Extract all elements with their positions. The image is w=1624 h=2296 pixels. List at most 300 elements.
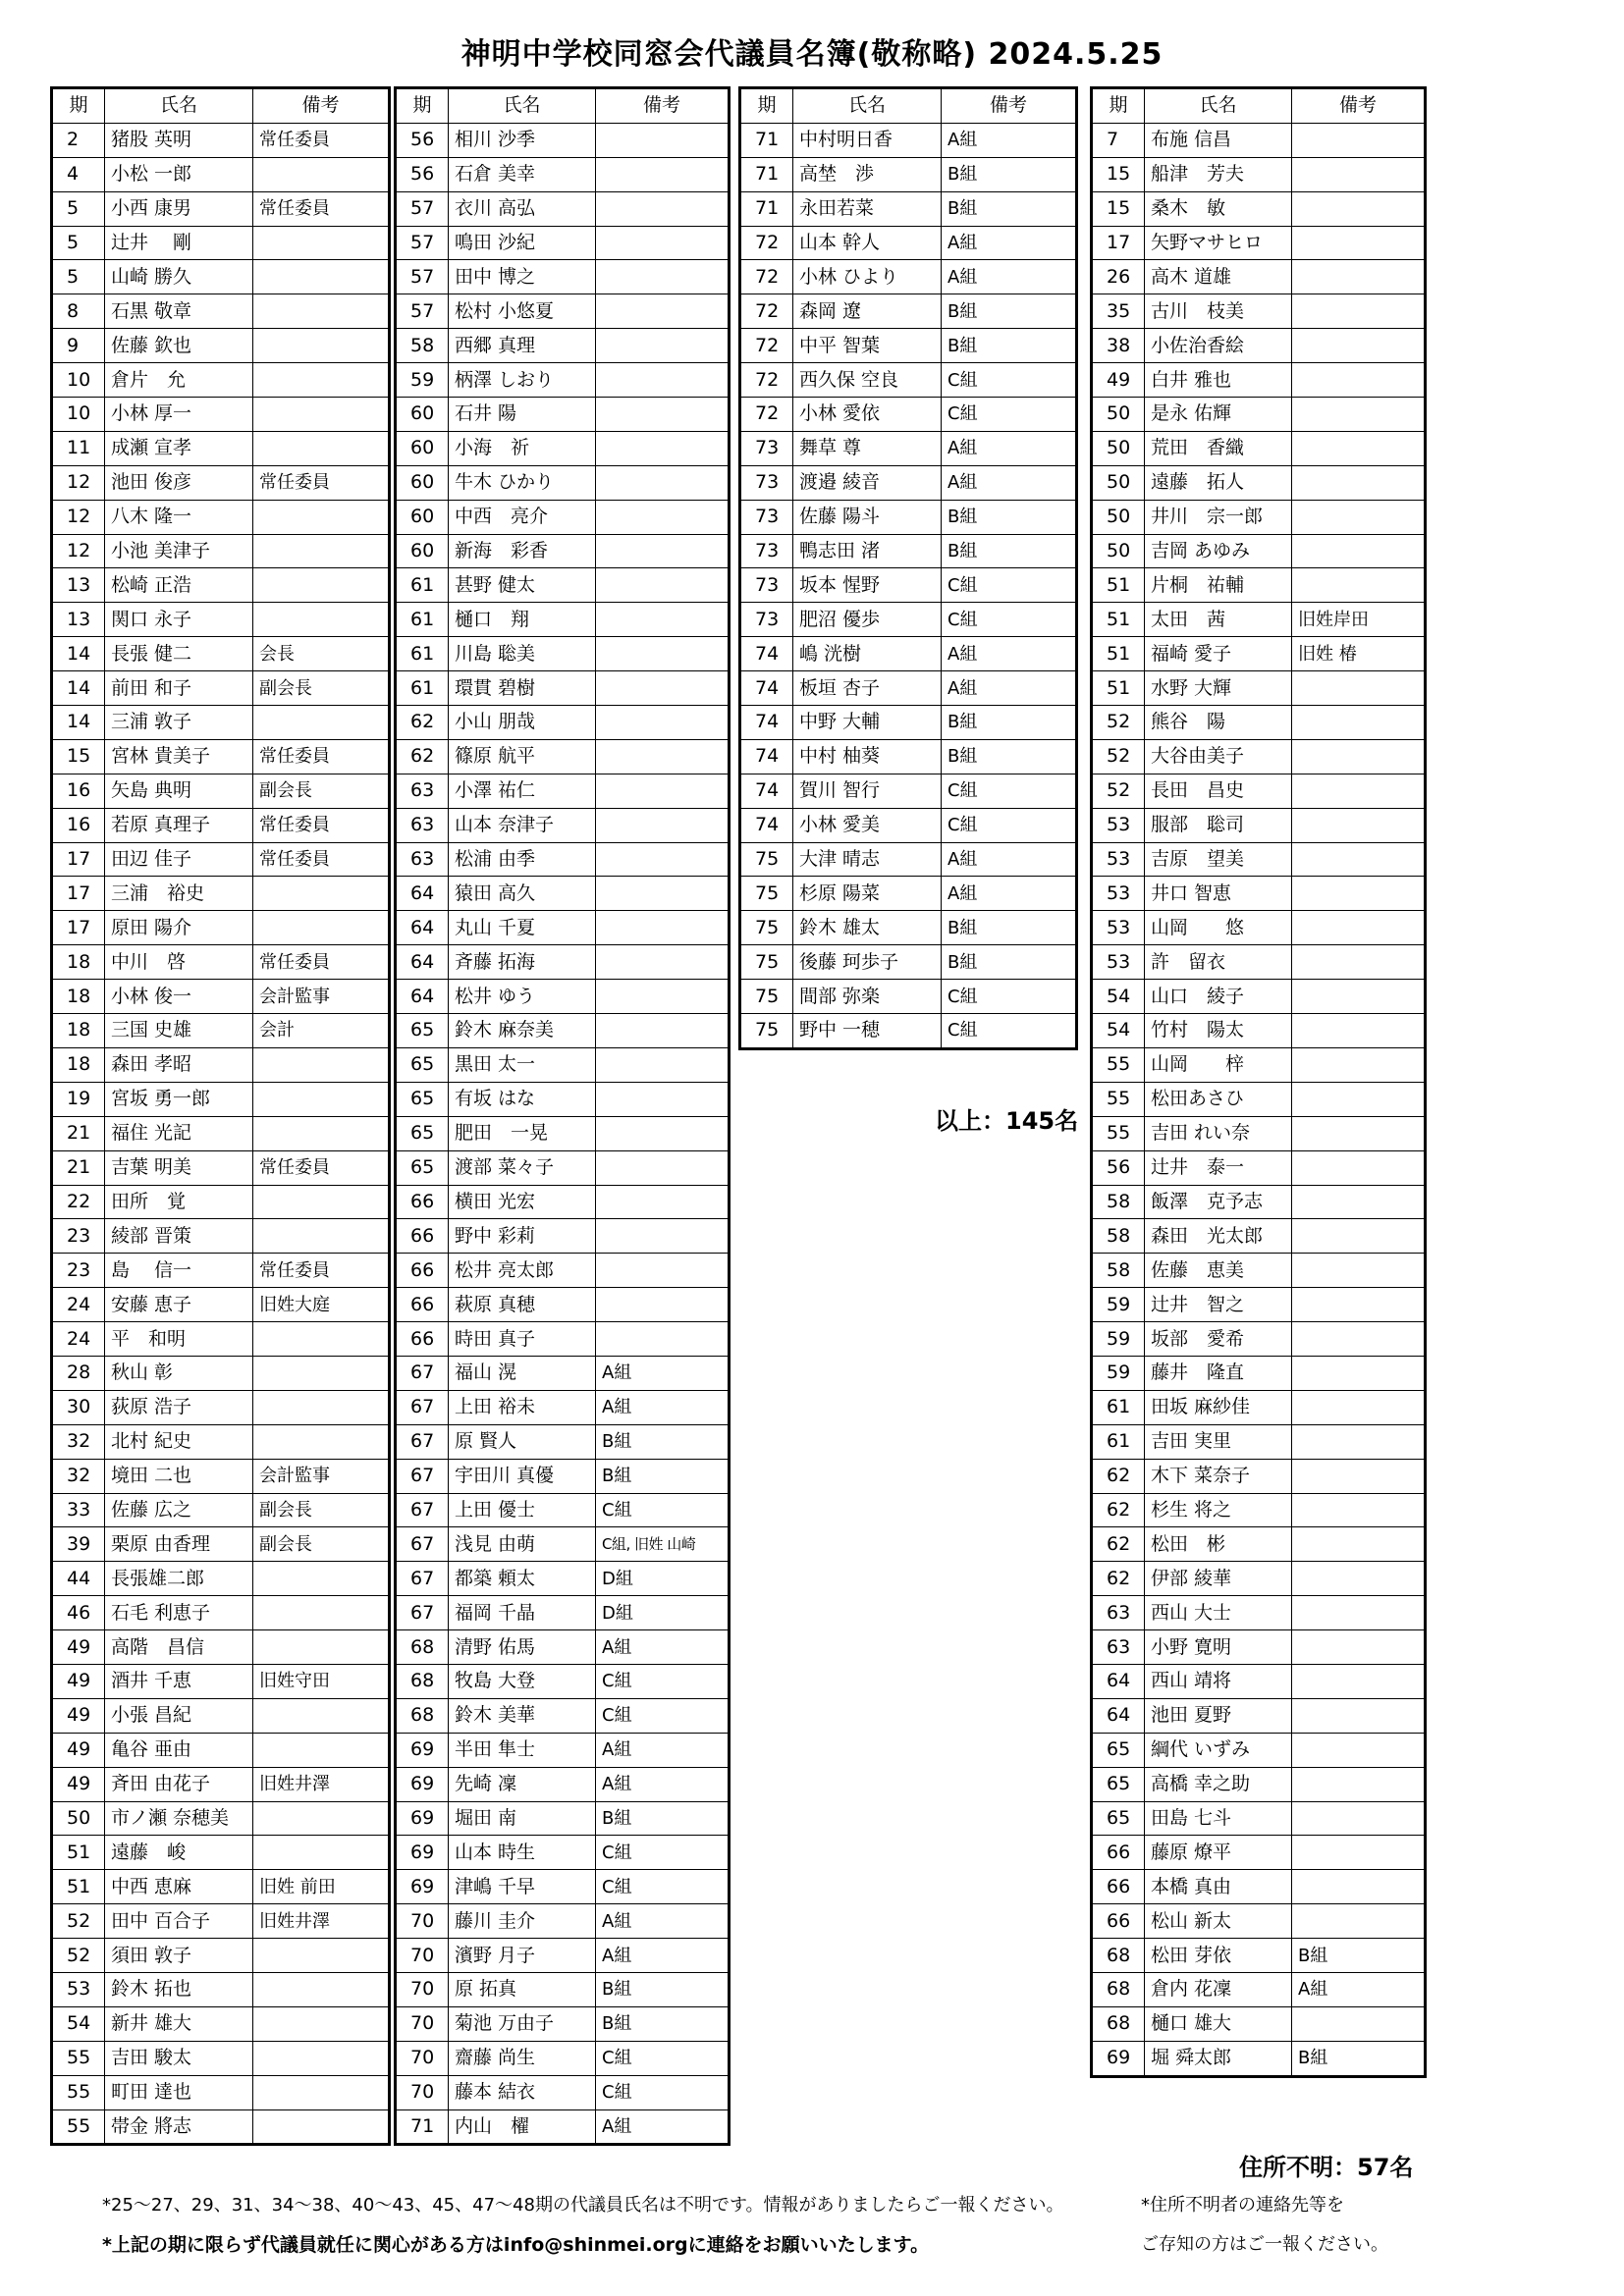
table-row xyxy=(396,1596,730,1630)
cell-biko: 旧姓岸田 xyxy=(1292,603,1426,637)
cell-ki: 54 xyxy=(52,2006,105,2041)
cell-name: 松田 芽依 xyxy=(1145,1939,1292,1973)
table-row xyxy=(52,1493,390,1527)
cell-biko xyxy=(596,123,730,157)
cell-ki: 62 xyxy=(1092,1459,1145,1493)
cell-name: 福住 光記 xyxy=(105,1116,253,1150)
table-row xyxy=(396,398,730,432)
cell-biko xyxy=(596,1254,730,1288)
cell-name: 境田 二也 xyxy=(105,1459,253,1493)
cell-biko xyxy=(253,1596,390,1630)
cell-ki: 61 xyxy=(396,637,449,671)
table-row xyxy=(52,1972,390,2006)
cell-ki: 63 xyxy=(396,808,449,842)
cell-ki: 7 xyxy=(1092,123,1145,157)
cell-name: 坂本 惺野 xyxy=(793,568,942,603)
cell-biko: A組 xyxy=(596,1630,730,1665)
cell-biko xyxy=(1292,1801,1426,1836)
cell-ki: 61 xyxy=(396,568,449,603)
cell-biko xyxy=(1292,1562,1426,1596)
table-row xyxy=(1092,534,1426,568)
cell-biko: B組 xyxy=(942,739,1077,774)
cell-biko: A組 xyxy=(942,671,1077,706)
cell-name: 高階 昌信 xyxy=(105,1630,253,1665)
cell-biko xyxy=(253,500,390,534)
cell-ki: 4 xyxy=(52,157,105,191)
table-row xyxy=(52,1767,390,1801)
cell-biko: 旧姓守田 xyxy=(253,1664,390,1698)
table-row xyxy=(396,2075,730,2109)
cell-biko xyxy=(1292,157,1426,191)
cell-biko: 旧姓井澤 xyxy=(253,1767,390,1801)
table-row xyxy=(396,1219,730,1254)
table-row xyxy=(1092,1219,1426,1254)
table-row xyxy=(740,500,1077,534)
cell-name: 上田 裕未 xyxy=(449,1390,596,1424)
cell-name: 三浦 裕史 xyxy=(105,877,253,911)
cell-biko xyxy=(1292,1527,1426,1562)
cell-name: 池田 俊彦 xyxy=(105,465,253,500)
table-row xyxy=(1092,157,1426,191)
cell-biko: B組 xyxy=(596,2006,730,2041)
table-row xyxy=(396,123,730,157)
cell-ki: 16 xyxy=(52,774,105,808)
cell-ki: 53 xyxy=(1092,945,1145,980)
cell-ki: 5 xyxy=(52,260,105,294)
table-row xyxy=(396,1836,730,1870)
header-biko: 備考 xyxy=(596,88,730,124)
cell-biko xyxy=(253,1219,390,1254)
cell-ki: 10 xyxy=(52,363,105,398)
cell-biko xyxy=(1292,123,1426,157)
table-row xyxy=(740,980,1077,1014)
cell-name: 松井 亮太郎 xyxy=(449,1254,596,1288)
cell-ki: 53 xyxy=(1092,808,1145,842)
cell-biko: 副会長 xyxy=(253,774,390,808)
cell-ki: 21 xyxy=(52,1116,105,1150)
table-row xyxy=(52,603,390,637)
cell-name: 辻井 泰一 xyxy=(1145,1150,1292,1185)
cell-biko xyxy=(253,329,390,363)
roster-table-2 xyxy=(394,86,731,2146)
table-row xyxy=(1092,1254,1426,1288)
cell-biko xyxy=(596,739,730,774)
cell-biko xyxy=(1292,568,1426,603)
cell-biko xyxy=(253,603,390,637)
cell-name: 長田 昌史 xyxy=(1145,774,1292,808)
cell-ki: 38 xyxy=(1092,329,1145,363)
cell-name: 篠原 航平 xyxy=(449,739,596,774)
cell-biko xyxy=(596,294,730,329)
cell-ki: 63 xyxy=(396,842,449,877)
cell-biko xyxy=(1292,1664,1426,1698)
cell-biko xyxy=(596,1116,730,1150)
cell-ki: 60 xyxy=(396,398,449,432)
cell-name: 堀 舜太郎 xyxy=(1145,2041,1292,2076)
header-name: 氏名 xyxy=(1145,88,1292,124)
cell-name: 平 和明 xyxy=(105,1322,253,1357)
cell-name: 後藤 珂歩子 xyxy=(793,945,942,980)
cell-ki: 50 xyxy=(1092,534,1145,568)
cell-biko xyxy=(596,1082,730,1116)
table-row xyxy=(52,1254,390,1288)
table-row xyxy=(396,980,730,1014)
cell-name: 藤本 結衣 xyxy=(449,2075,596,2109)
cell-biko: C組 xyxy=(942,808,1077,842)
cell-name: 井口 智恵 xyxy=(1145,877,1292,911)
cell-biko xyxy=(596,191,730,226)
cell-biko xyxy=(1292,1014,1426,1048)
cell-name: 松井 ゆう xyxy=(449,980,596,1014)
cell-biko xyxy=(1292,1459,1426,1493)
cell-ki: 49 xyxy=(52,1767,105,1801)
cell-name: 水野 大輝 xyxy=(1145,671,1292,706)
table-row xyxy=(396,911,730,945)
table-row xyxy=(740,911,1077,945)
cell-name: 柄澤 しおり xyxy=(449,363,596,398)
cell-ki: 18 xyxy=(52,980,105,1014)
table-row xyxy=(1092,842,1426,877)
cell-ki: 57 xyxy=(396,260,449,294)
table-row xyxy=(396,1254,730,1288)
cell-name: 吉葉 明美 xyxy=(105,1150,253,1185)
cell-ki: 13 xyxy=(52,603,105,637)
cell-biko xyxy=(1292,534,1426,568)
cell-name: 鈴木 拓也 xyxy=(105,1972,253,2006)
cell-name: 森田 光太郎 xyxy=(1145,1219,1292,1254)
cell-ki: 70 xyxy=(396,2075,449,2109)
table-row xyxy=(1092,774,1426,808)
table-header-row xyxy=(1092,88,1426,124)
cell-biko: 副会長 xyxy=(253,1493,390,1527)
cell-biko: A組 xyxy=(942,842,1077,877)
table-row xyxy=(1092,1459,1426,1493)
cell-biko: 旧姓井澤 xyxy=(253,1904,390,1939)
cell-ki: 12 xyxy=(52,500,105,534)
table-row xyxy=(52,1150,390,1185)
cell-name: 菊池 万由子 xyxy=(449,2006,596,2041)
cell-ki: 67 xyxy=(396,1493,449,1527)
table-row xyxy=(740,671,1077,706)
cell-ki: 51 xyxy=(52,1836,105,1870)
cell-name: 田所 覚 xyxy=(105,1185,253,1219)
cell-ki: 66 xyxy=(396,1219,449,1254)
cell-biko xyxy=(253,1733,390,1767)
cell-ki: 2 xyxy=(52,123,105,157)
cell-biko: 常任委員 xyxy=(253,191,390,226)
cell-biko xyxy=(253,157,390,191)
cell-ki: 63 xyxy=(1092,1596,1145,1630)
table-row xyxy=(1092,1527,1426,1562)
cell-name: 齋藤 尚生 xyxy=(449,2041,596,2075)
cell-biko xyxy=(1292,1596,1426,1630)
cell-name: 衣川 高弘 xyxy=(449,191,596,226)
cell-name: 是永 佑輝 xyxy=(1145,398,1292,432)
table-row xyxy=(396,1939,730,1973)
cell-ki: 66 xyxy=(396,1288,449,1322)
table-row xyxy=(396,706,730,740)
table-row xyxy=(396,329,730,363)
table-row xyxy=(52,1288,390,1322)
cell-biko xyxy=(253,1390,390,1424)
cell-ki: 53 xyxy=(1092,877,1145,911)
cell-name: 綾部 晋策 xyxy=(105,1219,253,1254)
cell-name: 鈴木 麻奈美 xyxy=(449,1014,596,1048)
total-count: 以上：145名 xyxy=(935,1107,1079,1135)
table-row xyxy=(52,1459,390,1493)
table-row xyxy=(52,191,390,226)
cell-biko xyxy=(1292,1082,1426,1116)
cell-name: 佐藤 欽也 xyxy=(105,329,253,363)
table-row xyxy=(52,226,390,260)
cell-ki: 52 xyxy=(1092,739,1145,774)
cell-biko xyxy=(1292,1219,1426,1254)
cell-name: 吉田 れい奈 xyxy=(1145,1116,1292,1150)
cell-biko: C組 xyxy=(942,980,1077,1014)
cell-ki: 55 xyxy=(1092,1047,1145,1082)
cell-ki: 53 xyxy=(1092,842,1145,877)
cell-name: 関口 永子 xyxy=(105,603,253,637)
cell-name: 布施 信昌 xyxy=(1145,123,1292,157)
cell-biko: B組 xyxy=(942,945,1077,980)
cell-ki: 57 xyxy=(396,294,449,329)
table-row xyxy=(740,191,1077,226)
cell-ki: 65 xyxy=(1092,1801,1145,1836)
cell-biko xyxy=(1292,465,1426,500)
cell-biko xyxy=(253,1116,390,1150)
cell-ki: 21 xyxy=(52,1150,105,1185)
cell-biko xyxy=(1292,191,1426,226)
cell-ki: 32 xyxy=(52,1424,105,1459)
cell-ki: 70 xyxy=(396,2041,449,2075)
table-row xyxy=(396,842,730,877)
cell-name: 原 賢人 xyxy=(449,1424,596,1459)
cell-ki: 65 xyxy=(1092,1767,1145,1801)
cell-ki: 63 xyxy=(396,774,449,808)
table-row xyxy=(396,1664,730,1698)
cell-ki: 70 xyxy=(396,1972,449,2006)
table-row xyxy=(1092,2006,1426,2041)
cell-name: 時田 真子 xyxy=(449,1322,596,1357)
cell-ki: 10 xyxy=(52,398,105,432)
table-row xyxy=(52,465,390,500)
table-row xyxy=(52,1733,390,1767)
table-row xyxy=(52,329,390,363)
cell-name: 亀谷 亜由 xyxy=(105,1733,253,1767)
cell-name: 木下 菜奈子 xyxy=(1145,1459,1292,1493)
cell-biko xyxy=(1292,842,1426,877)
cell-ki: 64 xyxy=(396,980,449,1014)
table-row xyxy=(52,363,390,398)
cell-name: 新井 雄大 xyxy=(105,2006,253,2041)
cell-ki: 75 xyxy=(740,1014,793,1049)
cell-ki: 24 xyxy=(52,1288,105,1322)
cell-biko: A組 xyxy=(942,123,1077,157)
table-row xyxy=(52,1219,390,1254)
header-name: 氏名 xyxy=(449,88,596,124)
table-row xyxy=(396,465,730,500)
cell-biko xyxy=(1292,1733,1426,1767)
cell-biko: 常任委員 xyxy=(253,465,390,500)
cell-name: 松浦 由季 xyxy=(449,842,596,877)
cell-name: 内山 櫂 xyxy=(449,2109,596,2145)
cell-biko: 副会長 xyxy=(253,1527,390,1562)
cell-name: 飯澤 克予志 xyxy=(1145,1185,1292,1219)
table-row xyxy=(52,980,390,1014)
cell-biko: 旧姓大庭 xyxy=(253,1288,390,1322)
cell-name: 長張雄二郎 xyxy=(105,1562,253,1596)
cell-name: 竹村 陽太 xyxy=(1145,1014,1292,1048)
cell-ki: 62 xyxy=(1092,1493,1145,1527)
cell-ki: 52 xyxy=(52,1939,105,1973)
cell-name: 賀川 智行 xyxy=(793,774,942,808)
table-row xyxy=(1092,123,1426,157)
cell-biko: B組 xyxy=(596,1424,730,1459)
cell-ki: 72 xyxy=(740,363,793,398)
cell-ki: 55 xyxy=(1092,1082,1145,1116)
table-row xyxy=(396,637,730,671)
table-row xyxy=(52,2041,390,2075)
cell-ki: 67 xyxy=(396,1424,449,1459)
cell-biko xyxy=(596,1014,730,1048)
cell-name: 宮坂 勇一郎 xyxy=(105,1082,253,1116)
cell-ki: 51 xyxy=(1092,568,1145,603)
cell-ki: 66 xyxy=(1092,1870,1145,1904)
cell-ki: 17 xyxy=(52,911,105,945)
table-row xyxy=(52,808,390,842)
cell-name: 小野 寛明 xyxy=(1145,1630,1292,1665)
cell-ki: 74 xyxy=(740,637,793,671)
table-row xyxy=(396,2109,730,2145)
cell-ki: 33 xyxy=(52,1493,105,1527)
cell-name: 佐藤 陽斗 xyxy=(793,500,942,534)
cell-ki: 55 xyxy=(1092,1116,1145,1150)
cell-biko xyxy=(253,2041,390,2075)
cell-biko xyxy=(253,1185,390,1219)
cell-name: 原田 陽介 xyxy=(105,911,253,945)
cell-ki: 64 xyxy=(396,911,449,945)
cell-ki: 70 xyxy=(396,2006,449,2041)
cell-name: 小澤 祐仁 xyxy=(449,774,596,808)
cell-biko xyxy=(1292,294,1426,329)
cell-ki: 57 xyxy=(396,226,449,260)
cell-ki: 71 xyxy=(740,157,793,191)
cell-ki: 9 xyxy=(52,329,105,363)
cell-biko: B組 xyxy=(1292,2041,1426,2076)
cell-ki: 61 xyxy=(396,671,449,706)
cell-ki: 67 xyxy=(396,1356,449,1390)
cell-name: 三国 史雄 xyxy=(105,1014,253,1048)
cell-name: 堀田 南 xyxy=(449,1801,596,1836)
cell-ki: 59 xyxy=(396,363,449,398)
header-name: 氏名 xyxy=(105,88,253,124)
cell-biko xyxy=(596,1219,730,1254)
table-row xyxy=(740,294,1077,329)
cell-biko xyxy=(253,260,390,294)
cell-biko xyxy=(596,808,730,842)
cell-name: 矢島 典明 xyxy=(105,774,253,808)
cell-biko xyxy=(596,945,730,980)
table-row xyxy=(52,1870,390,1904)
cell-biko: 常任委員 xyxy=(253,123,390,157)
cell-name: 山崎 勝久 xyxy=(105,260,253,294)
cell-name: 松崎 正浩 xyxy=(105,568,253,603)
cell-biko xyxy=(1292,226,1426,260)
cell-biko xyxy=(1292,2006,1426,2041)
cell-biko xyxy=(596,157,730,191)
cell-biko: 副会長 xyxy=(253,671,390,706)
cell-biko xyxy=(253,534,390,568)
cell-name: 中西 亮介 xyxy=(449,500,596,534)
cell-biko xyxy=(1292,945,1426,980)
cell-name: 山口 綾子 xyxy=(1145,980,1292,1014)
cell-ki: 51 xyxy=(1092,671,1145,706)
table-row xyxy=(396,808,730,842)
table-row xyxy=(1092,294,1426,329)
cell-name: 浅見 由萌 xyxy=(449,1527,596,1562)
table-row xyxy=(396,1288,730,1322)
table-row xyxy=(396,1356,730,1390)
cell-biko: A組 xyxy=(596,1390,730,1424)
cell-name: 前田 和子 xyxy=(105,671,253,706)
cell-ki: 60 xyxy=(396,534,449,568)
cell-biko xyxy=(1292,1424,1426,1459)
cell-biko: 旧姓 前田 xyxy=(253,1870,390,1904)
table-header-row xyxy=(740,88,1077,124)
cell-ki: 35 xyxy=(1092,294,1145,329)
cell-ki: 62 xyxy=(396,739,449,774)
cell-biko xyxy=(1292,363,1426,398)
cell-ki: 67 xyxy=(396,1562,449,1596)
table-row xyxy=(740,226,1077,260)
cell-biko xyxy=(1292,1047,1426,1082)
header-ki: 期 xyxy=(396,88,449,124)
cell-ki: 50 xyxy=(1092,398,1145,432)
cell-biko xyxy=(253,1562,390,1596)
cell-biko xyxy=(1292,1185,1426,1219)
table-row xyxy=(1092,1836,1426,1870)
table-row xyxy=(740,706,1077,740)
cell-name: 高埜 渉 xyxy=(793,157,942,191)
table-row xyxy=(1092,1082,1426,1116)
cell-name: 濱野 月子 xyxy=(449,1939,596,1973)
cell-ki: 73 xyxy=(740,534,793,568)
table-row xyxy=(396,1150,730,1185)
cell-name: 石倉 美幸 xyxy=(449,157,596,191)
cell-ki: 58 xyxy=(1092,1185,1145,1219)
cell-ki: 11 xyxy=(52,431,105,465)
cell-ki: 14 xyxy=(52,637,105,671)
roster-table-4 xyxy=(1090,86,1427,2078)
cell-biko xyxy=(1292,431,1426,465)
table-row xyxy=(396,1972,730,2006)
table-row xyxy=(396,363,730,398)
cell-biko: 会計監事 xyxy=(253,1459,390,1493)
cell-biko xyxy=(253,1939,390,1973)
cell-biko: 会長 xyxy=(253,637,390,671)
cell-name: 清野 佑馬 xyxy=(449,1630,596,1665)
cell-biko xyxy=(1292,1870,1426,1904)
table-row xyxy=(52,1630,390,1665)
cell-ki: 53 xyxy=(52,1972,105,2006)
cell-name: 川島 聡美 xyxy=(449,637,596,671)
cell-biko: C組 xyxy=(596,1870,730,1904)
cell-biko: A組 xyxy=(942,637,1077,671)
cell-biko xyxy=(253,911,390,945)
cell-name: 松田 彬 xyxy=(1145,1527,1292,1562)
cell-ki: 13 xyxy=(52,568,105,603)
cell-ki: 55 xyxy=(52,2075,105,2109)
